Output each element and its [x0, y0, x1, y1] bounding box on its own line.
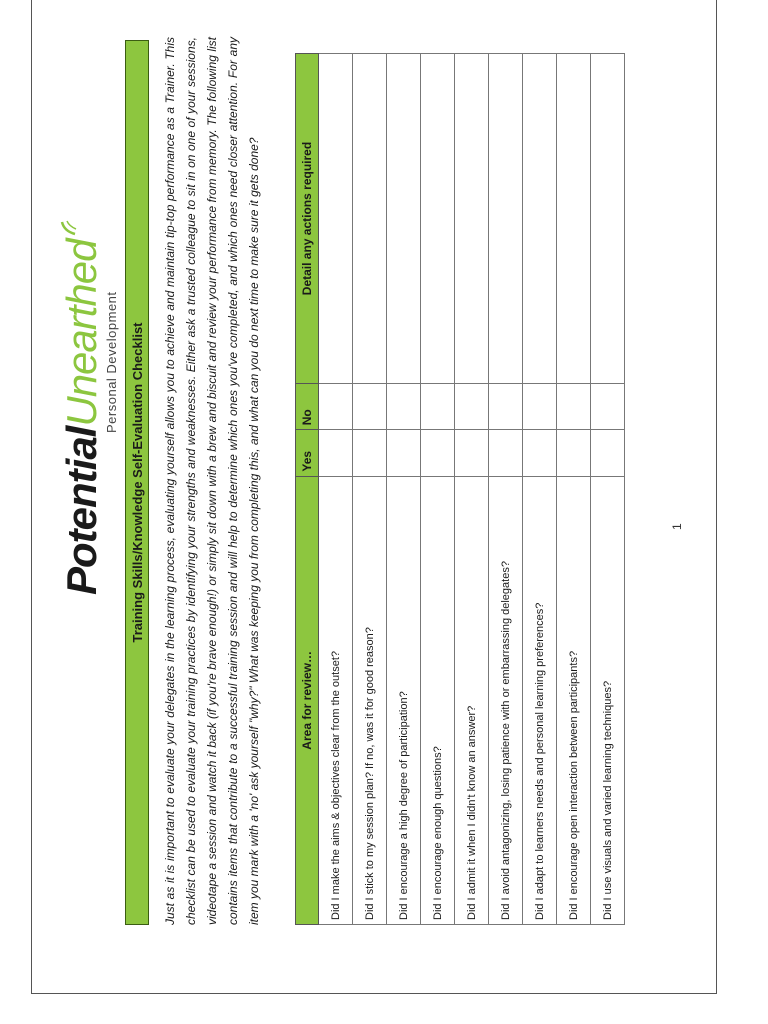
review-item: Did I make the aims & objectives clear from the outset? [319, 476, 353, 924]
header-detail: Detail any actions required [296, 54, 319, 384]
yes-cell[interactable] [557, 430, 591, 476]
review-item: Did I avoid antagonizing, losing patience with or embarrassing delegates? [489, 476, 523, 924]
yes-cell[interactable] [591, 430, 625, 476]
no-cell[interactable] [319, 384, 353, 430]
yes-cell[interactable] [353, 430, 387, 476]
review-item: Did I encourage enough questions? [421, 476, 455, 924]
checklist-title: Training Skills/Knowledge Self-Evaluation Checklist [125, 40, 149, 925]
table-header-row [296, 54, 319, 925]
table-row [455, 54, 489, 925]
yes-cell[interactable] [421, 430, 455, 476]
detail-cell[interactable] [591, 54, 625, 384]
header-yes: Yes [296, 430, 319, 476]
yes-cell[interactable] [387, 430, 421, 476]
table-row [523, 54, 557, 925]
review-item: Did I encourage open interaction between participants? [557, 476, 591, 924]
no-cell[interactable] [455, 384, 489, 430]
checklist-table [295, 53, 625, 925]
yes-cell[interactable] [523, 430, 557, 476]
no-cell[interactable] [557, 384, 591, 430]
no-cell[interactable] [489, 384, 523, 430]
table-row [319, 54, 353, 925]
intro-paragraph: Just as it is important to evaluate your delegates in the learning process, evaluating yourself allows you to achieve and maintain tip-top performance as a Trainer. This checklist can be used to evaluate your training practices by identifying your strengths and weaknesses. Either ask a trusted colleague to sit in on one of your sessions, videotape a session and watch it back (if you're brave enough!) or simply sit down with a brew and biscuit and review your performance from memory. The following list contains items that contribute to a successful training session and will help to determine which ones you've completed, and which ones need closer attention. For any item you mark with a 'no' ask yourself "why?" What was keeping you from completing this, and what can you do next time to make sure it gets done? [163, 37, 261, 925]
logo-light-word: Unearthed [58, 239, 105, 427]
review-item: Did I use visuals and varied learning techniques? [591, 476, 625, 924]
detail-cell[interactable] [387, 54, 421, 384]
logo-subtitle: Personal Development [104, 291, 119, 433]
review-item: Did I adapt to learners needs and personal learning preferences? [523, 476, 557, 924]
page-number: 1 [670, 523, 684, 530]
detail-cell[interactable] [421, 54, 455, 384]
detail-cell[interactable] [489, 54, 523, 384]
no-cell[interactable] [523, 384, 557, 430]
yes-cell[interactable] [319, 430, 353, 476]
logo-bold-word: Potential [58, 426, 105, 595]
header-no: No [296, 384, 319, 430]
company-logo [60, 215, 130, 595]
no-cell[interactable] [421, 384, 455, 430]
yes-cell[interactable] [489, 430, 523, 476]
detail-cell[interactable] [455, 54, 489, 384]
detail-cell[interactable] [523, 54, 557, 384]
document-page [58, 20, 684, 960]
header-area: Area for review… [296, 476, 319, 924]
review-item: Did I encourage a high degree of participation? [387, 476, 421, 924]
table-row [387, 54, 421, 925]
table-row [421, 54, 455, 925]
review-item: Did I stick to my session plan? If no, was it for good reason? [353, 476, 387, 924]
table-row [591, 54, 625, 925]
table-row [489, 54, 523, 925]
detail-cell[interactable] [353, 54, 387, 384]
review-item: Did I admit it when I didn't know an answer? [455, 476, 489, 924]
no-cell[interactable] [387, 384, 421, 430]
logo-swoosh-icon [60, 219, 78, 237]
table-row [557, 54, 591, 925]
yes-cell[interactable] [455, 430, 489, 476]
detail-cell[interactable] [557, 54, 591, 384]
detail-cell[interactable] [319, 54, 353, 384]
no-cell[interactable] [591, 384, 625, 430]
no-cell[interactable] [353, 384, 387, 430]
table-row [353, 54, 387, 925]
